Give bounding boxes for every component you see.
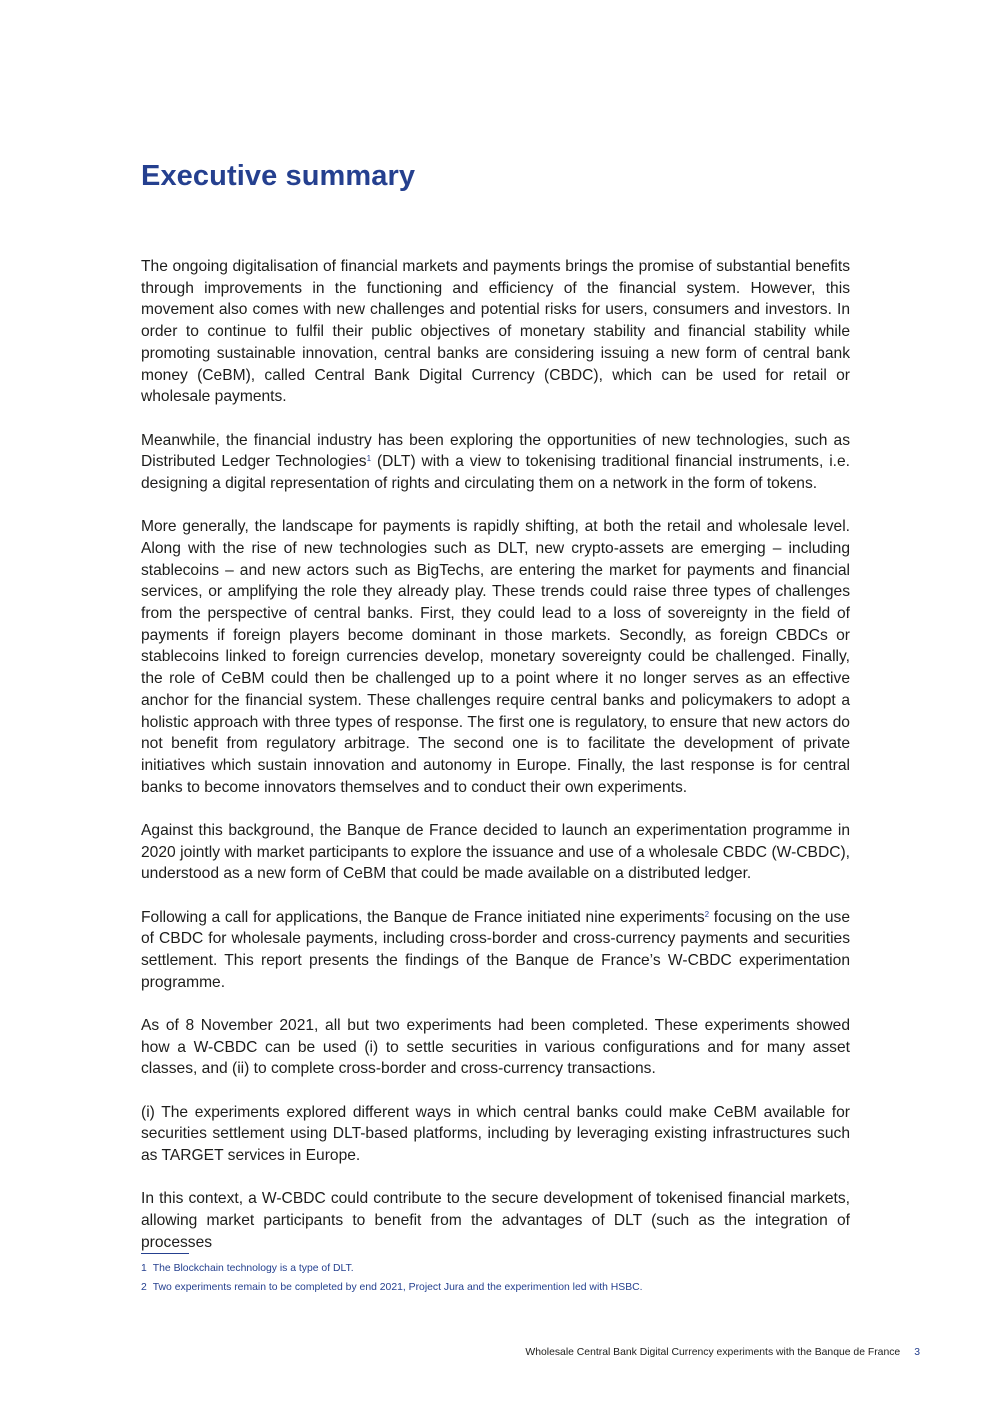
- paragraph-3: More generally, the landscape for payments is rapidly shifting, at both the retail and wholesale level. Along with the rise of new technologies such as DLT, new crypto-assets are emerging – including stablecoins – and new actors such as BigTechs, are entering the market for payments and financial services, or amplifying the role they already play. These trends could raise three types of challenges from the perspective of central banks. First, they could lead to a loss of sovereignty in the field of payments if foreign players become dominant in those markets. Secondly, as foreign CBDCs or stablecoins linked to foreign currencies develop, monetary sovereignty could be challenged. Finally, the role of CeBM could then be challenged up to a point where it no longer serves as an effective anchor for the financial system. These challenges require central banks and policymakers to adopt a holistic approach with three types of response. The first one is regulatory, to ensure that new actors do not benefit from regulatory arbitrage. The second one is to facilitate the development of private initiatives which sustain innovation and autonomy in Europe. Finally, the last response is for central banks to become innovators themselves and to conduct their own experiments.: [141, 518, 850, 796]
- footnote-1: [141, 1262, 861, 1275]
- footnote-text: The Blockchain technology is a type of DLT.: [152, 1263, 354, 1274]
- paragraph-5-text-a: Following a call for applications, the Banque de France initiated nine experiments: [141, 908, 705, 926]
- paragraph-7: (i) The experiments explored different ways in which central banks could make CeBM available for securities settlement using DLT-based platforms, including by leveraging existing infrastructures such as TARGET services in Europe.: [141, 1103, 850, 1165]
- footnote-ref-1[interactable]: 1: [366, 454, 372, 464]
- paragraph-2: [141, 430, 850, 495]
- footnote-ref-2[interactable]: 2: [704, 909, 710, 919]
- body-text: [141, 256, 850, 1275]
- footnote-number: 1: [141, 1263, 147, 1274]
- page-footer: [525, 1345, 920, 1361]
- footnote-number: 2: [141, 1282, 147, 1293]
- footnotes: [141, 1262, 861, 1300]
- footnote-2: [141, 1281, 861, 1294]
- page-number: 3: [914, 1347, 920, 1358]
- page-title: Executive summary: [141, 160, 416, 192]
- running-title: Wholesale Central Bank Digital Currency experiments with the Banque de France: [525, 1347, 901, 1358]
- paragraph-5-text-b: focusing on the use of CBDC for wholesale payments, including cross-border and cross-currency payments and securities settlement. This report presents the findings of the Banque de France’s W-CBDC experimentation programme.: [141, 908, 851, 991]
- paragraph-2-text-a: Meanwhile, the financial industry has been exploring the opportunities of new technologies, such as Distributed Ledger Technologies: [141, 431, 850, 471]
- footnote-divider: [141, 1253, 189, 1254]
- paragraph-4: Against this background, the Banque de France decided to launch an experimentation programme in 2020 jointly with market participants to explore the issuance and use of a wholesale CBDC (W-CBDC), understood as a new form of CeBM that could be made available on a distributed ledger.: [141, 821, 850, 883]
- paragraph-2-text-b: (DLT) with a view to tokenising traditional financial instruments, i.e. designing a digital representation of rights and circulating them on a network in the form of tokens.: [141, 453, 850, 492]
- paragraph-8: In this context, a W-CBDC could contribute to the secure development of tokenised financial markets, allowing market participants to benefit from the advantages of DLT (such as the integration of processes: [141, 1190, 850, 1251]
- paragraph-6: As of 8 November 2021, all but two experiments had been completed. These experiments showed how a W-CBDC can be used (i) to settle securities in various configurations and for many asset classes, and (ii) to complete cross-border and cross-currency transactions.: [141, 1017, 850, 1078]
- footnote-text: Two experiments remain to be completed by end 2021, Project Jura and the experimention led with HSBC.: [152, 1282, 643, 1293]
- paragraph-1: The ongoing digitalisation of financial markets and payments brings the promise of substantial benefits through improvements in the functioning and efficiency of the financial system. However, this movement also comes with new challenges and potential risks for users, consumers and investors. In order to continue to fulfil their public objectives of monetary stability and financial stability while promoting sustainable innovation, central banks are considering issuing a new form of central bank money (CeBM), called Central Bank Digital Currency (CBDC), which can be used for retail or wholesale payments.: [141, 258, 850, 406]
- paragraph-5: [141, 907, 850, 994]
